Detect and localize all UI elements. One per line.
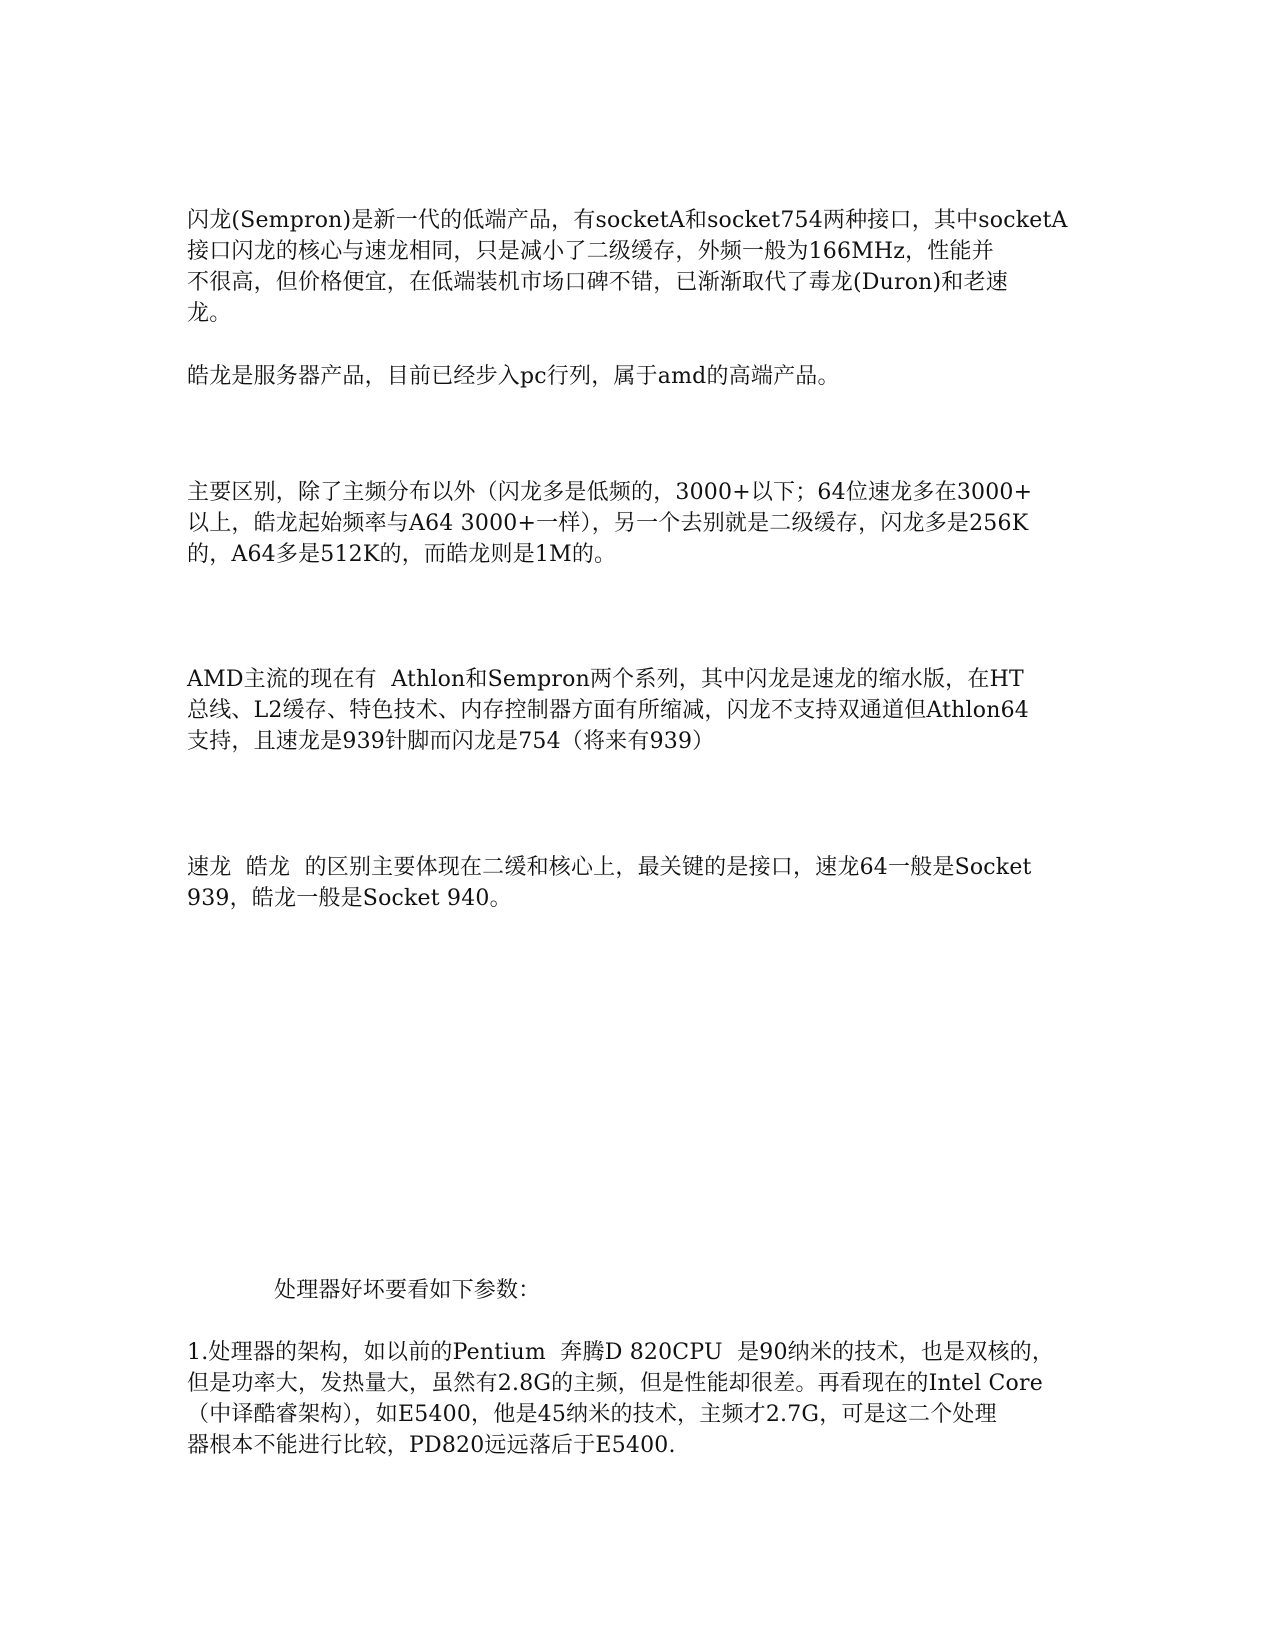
text-line: AMD主流的现在有 Athlon和Sempron两个系列，其中闪龙是速龙的缩水版，在HT <box>187 667 1024 692</box>
text-line: 支持，且速龙是939针脚而闪龙是754（将来有939） <box>187 729 715 754</box>
text-line: 闪龙(Sempron)是新一代的低端产品，有socketA和socket754两种接口，其中socketA <box>187 208 1068 233</box>
text-line: 939，皓龙一般是Socket 940。 <box>187 886 512 911</box>
text-line: 的，A64多是512K的，而皓龙则是1M的。 <box>187 542 617 567</box>
text-line: 皓龙是服务器产品，目前已经步入pc行列，属于amd的高端产品。 <box>187 364 840 389</box>
text-line: 速龙 皓龙 的区别主要体现在二缓和核心上，最关键的是接口，速龙64一般是Socket <box>187 855 1032 880</box>
paragraph-sempron <box>187 205 1087 329</box>
text-line: 接口闪龙的核心与速龙相同，只是减小了二级缓存，外频一般为166MHz，性能并 <box>187 239 994 264</box>
text-line: 1.处理器的架构，如以前的Pentium 奔腾D 820CPU 是90纳米的技术，也是双核的， <box>187 1340 1055 1365</box>
paragraph-amd-mainstream <box>187 664 1087 757</box>
paragraph-architecture <box>187 1337 1087 1461</box>
text-line: 不很高，但价格便宜，在低端装机市场口碑不错，已渐渐取代了毒龙(Duron)和老速 <box>187 270 1008 295</box>
paragraph-processor-params-heading <box>274 1275 1174 1306</box>
text-line: 以上，皓龙起始频率与A64 3000+一样），另一个去别就是二级缓存，闪龙多是256K <box>187 511 1029 536</box>
paragraph-main-difference <box>187 477 1087 570</box>
text-line: 但是功率大，发热量大，虽然有2.8G的主频，但是性能却很差。再看现在的Intel Core <box>187 1371 1043 1396</box>
paragraph-opteron <box>187 361 1087 392</box>
text-line: （中译酷睿架构），如E5400，他是45纳米的技术，主频才2.7G，可是这二个处理 <box>187 1402 997 1427</box>
text-line: 器根本不能进行比较，PD820远远落后于E5400. <box>187 1433 676 1458</box>
text-line: 龙。 <box>187 301 232 326</box>
text-line: 主要区别，除了主频分布以外（闪龙多是低频的，3000+以下；64位速龙多在3000+ <box>187 480 1033 505</box>
text-line: 总线、L2缓存、特色技术、内存控制器方面有所缩减，闪龙不支持双通道但Athlon64 <box>187 698 1029 723</box>
paragraph-athlon-opteron <box>187 852 1087 914</box>
text-line: 处理器好坏要看如下参数： <box>274 1278 541 1303</box>
